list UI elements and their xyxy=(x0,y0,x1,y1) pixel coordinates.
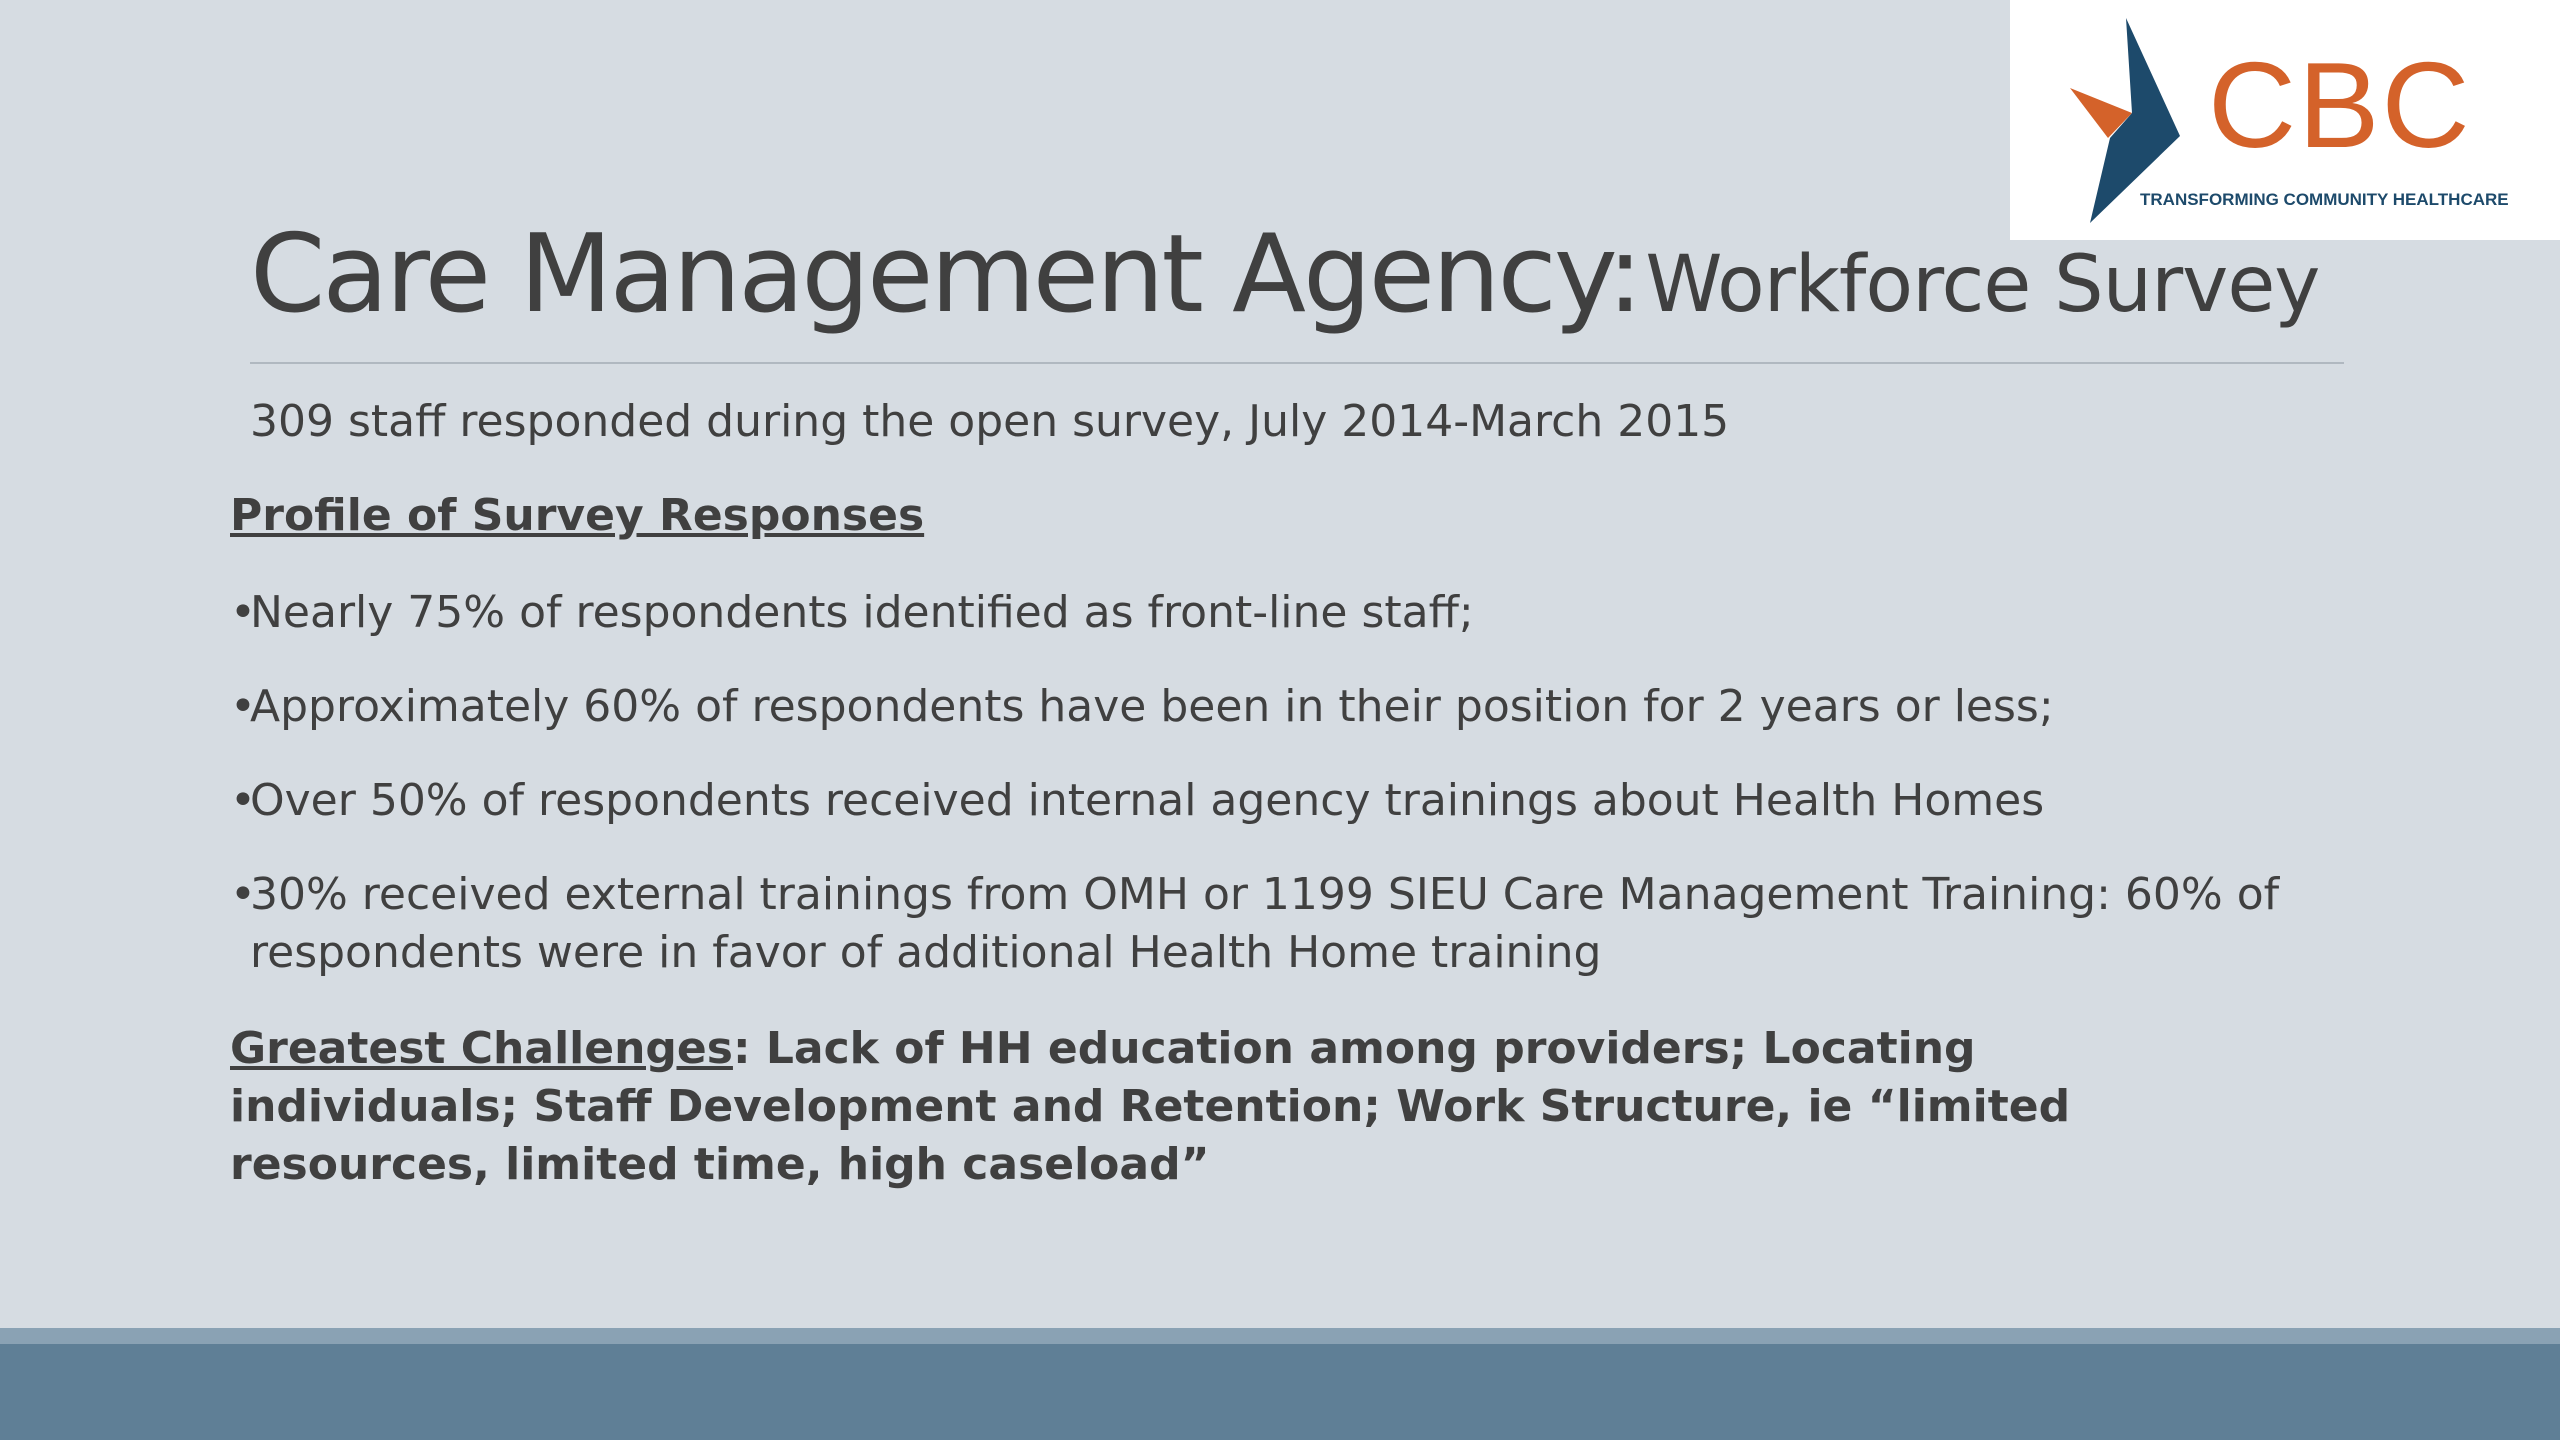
logo-wordmark: CBC xyxy=(2208,37,2472,173)
survey-summary: 309 staff responded during the open survey, July 2014-March 2015 xyxy=(250,396,1730,447)
title-divider xyxy=(250,362,2344,364)
bullet-dot: • xyxy=(230,775,256,826)
footer-band xyxy=(0,1344,2560,1440)
cbc-logo xyxy=(2010,0,2560,240)
bullet-dot: • xyxy=(230,681,256,732)
title-main: Care Management Agency: xyxy=(250,212,1641,337)
bullet-text: Over 50% of respondents received internal agency trainings about Health Homes xyxy=(250,775,2045,826)
profile-heading: Profile of Survey Responses xyxy=(230,490,925,541)
greatest-challenges xyxy=(230,1020,2230,1194)
bullet-text: 30% received external trainings from OMH or 1199 SIEU Care Management Training: 60% of respondents were in favor of additional Health Home training xyxy=(250,869,2280,978)
bullet-text: Nearly 75% of respondents identified as front-line staff; xyxy=(250,587,1474,638)
page-title xyxy=(250,212,2320,337)
bullet-dot: • xyxy=(230,869,256,920)
logo-tagline: TRANSFORMING COMMUNITY HEALTHCARE xyxy=(2140,190,2509,209)
bullet-item xyxy=(230,678,2350,736)
title-sub: Workforce Survey xyxy=(1645,240,2320,330)
bullet-text: Approximately 60% of respondents have been in their position for 2 years or less; xyxy=(250,681,2054,732)
footer-accent-line xyxy=(0,1328,2560,1344)
bullet-item xyxy=(230,866,2350,982)
challenges-label: Greatest Challenges xyxy=(230,1023,733,1074)
bullet-item xyxy=(230,584,2350,642)
bullet-item xyxy=(230,772,2350,830)
challenges-text: : Lack of HH education among providers; Locating individuals; Staff Development and Retention; Work Structure, ie “limited resources, limited time, high caseload” xyxy=(230,1023,2071,1190)
bullet-dot: • xyxy=(230,587,256,638)
